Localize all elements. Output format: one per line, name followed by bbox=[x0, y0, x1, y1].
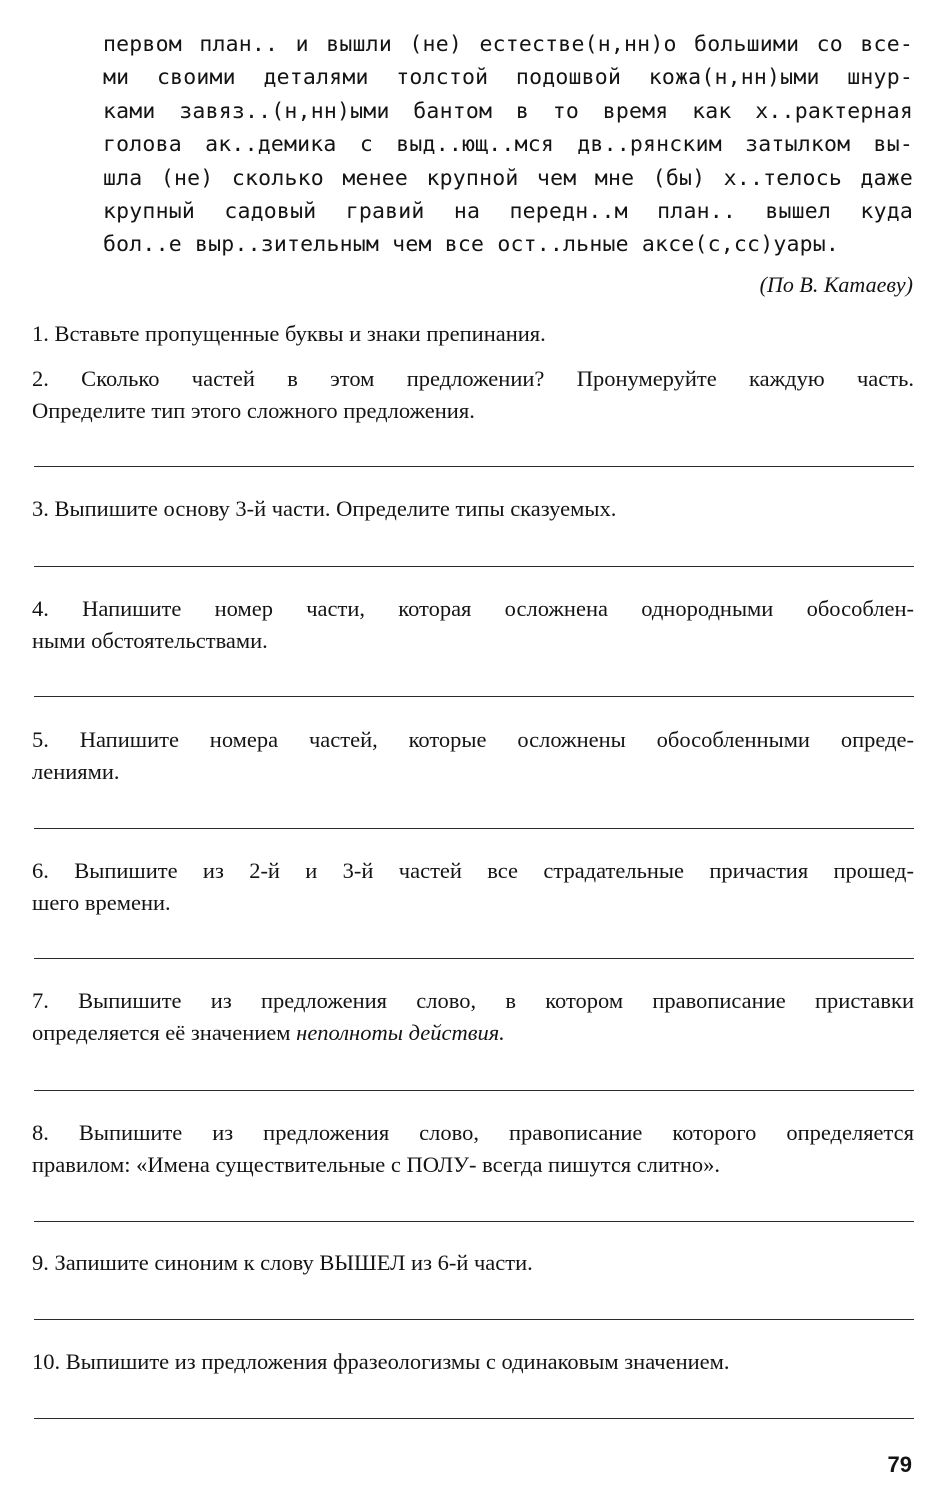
answer-line-7[interactable] bbox=[34, 1090, 914, 1091]
task-line: 1. Вставьте пропущенные буквы и знаки препинания. bbox=[32, 321, 546, 346]
task-line: лениями. bbox=[32, 759, 120, 784]
task-5 bbox=[32, 724, 914, 788]
task-line: Определите тип этого сложного предложения. bbox=[32, 398, 475, 423]
task-line: 3. Выпишите основу 3-й части. Определите типы сказуемых. bbox=[32, 496, 617, 521]
task-8 bbox=[32, 1117, 914, 1181]
answer-line-2[interactable] bbox=[34, 466, 914, 467]
task-10 bbox=[32, 1346, 914, 1378]
task-3 bbox=[32, 493, 914, 525]
task-line: 10. Выпишите из предложения фразеологизмы с одинаковым значением. bbox=[32, 1349, 730, 1374]
italic-term: неполноты действия. bbox=[296, 1020, 505, 1045]
task-line: 7. Выпишите из предложения слово, в котором правописание приставки bbox=[32, 988, 914, 1013]
task-line: ными обстоятельствами. bbox=[32, 628, 268, 653]
answer-line-6[interactable] bbox=[34, 958, 914, 959]
task-line: 2. Сколько частей в этом предложении? Пронумеруйте каждую часть. bbox=[32, 366, 914, 391]
task-line: шего времени. bbox=[32, 890, 171, 915]
answer-line-9[interactable] bbox=[34, 1319, 914, 1320]
answer-line-10[interactable] bbox=[34, 1418, 914, 1419]
answer-line-4[interactable] bbox=[34, 696, 914, 697]
task-line: 4. Напишите номер части, которая осложнена однородными обособлен- bbox=[32, 596, 914, 621]
answer-line-8[interactable] bbox=[34, 1221, 914, 1222]
task-6 bbox=[32, 855, 914, 919]
passage-line: бол..е выр..зительным чем все ост..льные аксе(с,сс)уары. bbox=[103, 232, 840, 258]
passage-line: ками завяз..(н,нн)ыми бантом в то время как х..рактерная bbox=[103, 98, 913, 124]
passage-line: голова ак..демика с выд..ющ..мся дв..рянским затылком вы- bbox=[103, 132, 913, 158]
task-line-text: определяется её значением bbox=[32, 1020, 297, 1045]
task-7 bbox=[32, 985, 914, 1049]
passage-line: шла (не) сколько менее крупной чем мне (бы) х..телось даже bbox=[103, 165, 913, 191]
passage-text bbox=[103, 28, 913, 262]
task-line: 6. Выпишите из 2-й и 3-й частей все страдательные причастия прошед- bbox=[32, 858, 914, 883]
passage-line: первом план.. и вышли (не) естестве(н,нн)о большими со все- bbox=[103, 32, 913, 57]
task-line: 5. Напишите номера частей, которые осложнены обособленными опреде- bbox=[32, 727, 914, 752]
passage-attribution: (По В. Катаеву) bbox=[759, 272, 913, 297]
task-9 bbox=[32, 1247, 914, 1279]
task-2 bbox=[32, 363, 914, 427]
task-1 bbox=[32, 318, 914, 350]
page-number: 79 bbox=[887, 1452, 912, 1477]
task-line bbox=[32, 1017, 914, 1049]
task-line: 8. Выпишите из предложения слово, правописание которого определяется bbox=[32, 1120, 914, 1145]
task-line: правилом: «Имена существительные с ПОЛУ- всегда пишутся слитно». bbox=[32, 1152, 721, 1177]
answer-line-3[interactable] bbox=[34, 566, 914, 567]
passage-line: ми своими деталями толстой подошвой кожа(н,нн)ыми шнур- bbox=[103, 65, 913, 91]
task-4 bbox=[32, 593, 914, 657]
passage-line: крупный садовый гравий на передн..м план.. вышел куда bbox=[103, 199, 913, 225]
answer-line-5[interactable] bbox=[34, 828, 914, 829]
task-line: 9. Запишите синоним к слову ВЫШЕЛ из 6-й части. bbox=[32, 1250, 533, 1275]
